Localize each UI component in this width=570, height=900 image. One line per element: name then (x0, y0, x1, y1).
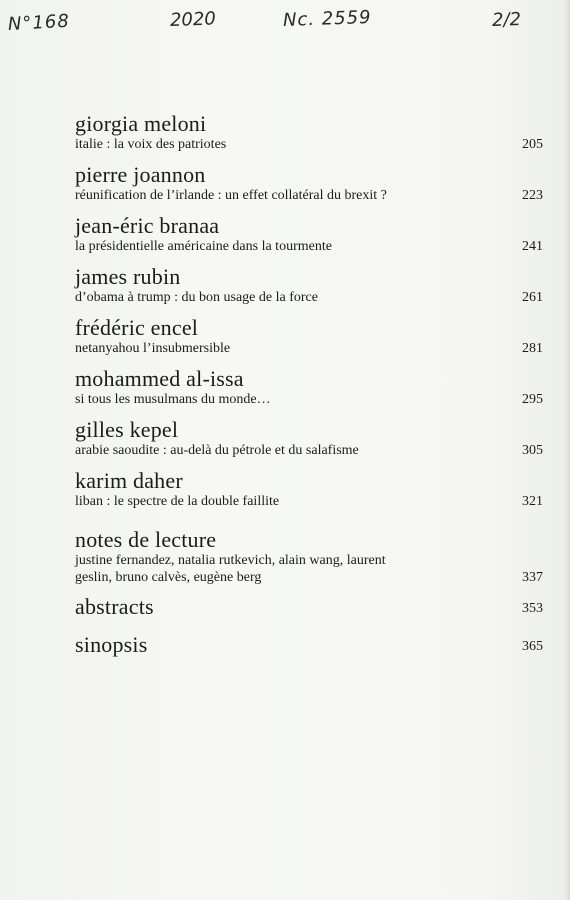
toc-page-number: 241 (522, 239, 543, 254)
toc-entry[interactable] (75, 163, 543, 204)
toc-title: si tous les musulmans du monde… (75, 392, 271, 407)
toc-page-number: 261 (522, 290, 543, 305)
toc-entry[interactable] (75, 469, 543, 510)
notes-contributors-line2: geslin, bruno calvès, eugène berg (75, 570, 262, 585)
toc-title: d’obama à trump : du bon usage de la force (75, 290, 318, 305)
toc-title: liban : le spectre de la double faillite (75, 494, 280, 509)
toc-page-number: 305 (522, 443, 543, 458)
abstracts-heading: abstracts (75, 594, 154, 619)
toc-page-number: 223 (522, 188, 543, 203)
toc-title: réunification de l’irlande : un effet collatéral du brexit ? (75, 188, 387, 203)
handwritten-reference: Nc. 2559 (282, 6, 372, 31)
sinopsis-heading: sinopsis (75, 632, 148, 657)
toc-author: mohammed al-issa (75, 366, 244, 391)
notes-heading: notes de lecture (75, 527, 217, 552)
handwritten-year: 2020 (169, 8, 217, 31)
toc-author: gilles kepel (75, 417, 179, 442)
toc-entry[interactable] (75, 112, 543, 153)
handwritten-issue-number: N°168 (7, 10, 71, 35)
toc-page-number: 365 (522, 639, 543, 654)
toc-page-number: 205 (522, 137, 543, 152)
toc-title: la présidentielle américaine dans la tourmente (75, 239, 332, 254)
toc-entry[interactable] (75, 316, 543, 357)
toc-entry[interactable] (75, 418, 543, 459)
page-spine-shadow (564, 0, 570, 900)
table-of-contents (75, 112, 543, 657)
toc-page-number: 337 (522, 570, 543, 585)
handwritten-page-marker: 2/2 (491, 8, 522, 31)
toc-title: netanyahou l’insubmersible (75, 341, 231, 356)
toc-entry-notes[interactable] (75, 528, 543, 586)
toc-author: pierre joannon (75, 162, 206, 187)
toc-title: italie : la voix des patriotes (75, 137, 227, 152)
notes-contributors-line1: justine fernandez, natalia rutkevich, alain wang, laurent (75, 553, 386, 568)
toc-entry[interactable] (75, 265, 543, 306)
toc-page-number: 281 (522, 341, 543, 356)
toc-author: karim daher (75, 468, 183, 493)
toc-author: giorgia meloni (75, 111, 207, 136)
toc-page-number: 295 (522, 392, 543, 407)
toc-entry[interactable] (75, 214, 543, 255)
handwritten-annotations (0, 8, 570, 44)
toc-entry[interactable] (75, 367, 543, 408)
toc-author: frédéric encel (75, 315, 199, 340)
toc-author: jean-éric branaa (75, 213, 220, 238)
toc-page-number: 321 (522, 494, 543, 509)
toc-page-number: 353 (522, 601, 543, 616)
toc-entry-sinopsis[interactable] (75, 633, 543, 657)
toc-title: arabie saoudite : au-delà du pétrole et du salafisme (75, 443, 359, 458)
toc-author: james rubin (75, 264, 181, 289)
toc-entry-abstracts[interactable] (75, 595, 543, 619)
